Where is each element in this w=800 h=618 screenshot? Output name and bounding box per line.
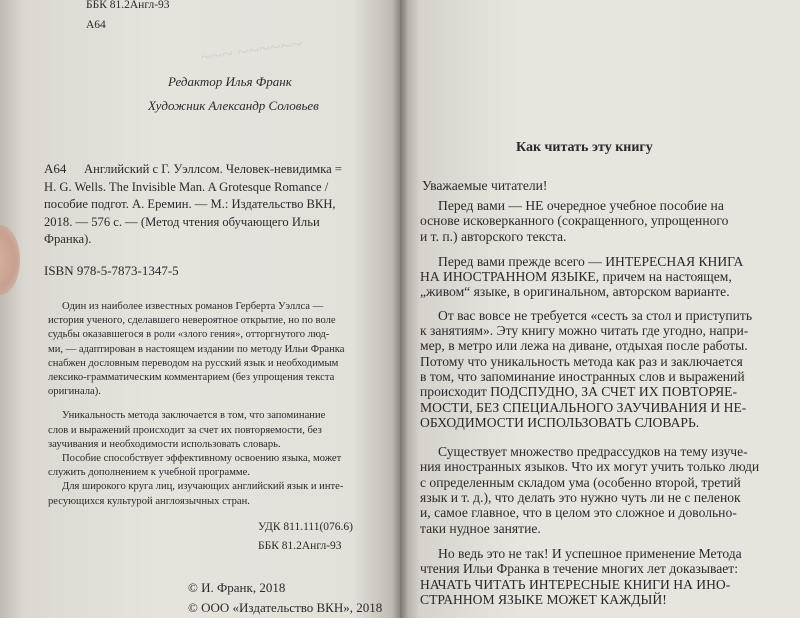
section-heading: Как читать эту книгу [516, 140, 653, 155]
body-line: От вас вовсе не требуется «сесть за стол и приступить [438, 307, 753, 323]
body-line: ОБХОДИМОСТИ ИСПОЛЬЗОВАТЬ СЛОВАРЬ. [420, 414, 700, 430]
body-line: основе исковерканного (сокращенного, упрощенного [420, 213, 729, 229]
copyright-publisher: © ООО «Издательство ВКН», 2018 [188, 600, 383, 615]
abstract-line: судьбы оказавшегося в роли «злого гения», отторгнутого люд- [48, 329, 330, 341]
body-line: МОСТИ, БЕЗ СПЕЦИАЛЬНОГО ЗАУЧИВАНИЯ И НЕ- [420, 399, 747, 415]
biblio-code: А64 [44, 161, 67, 176]
body-line: СТРАННОМ ЯЗЫКЕ МОЖЕТ КАЖДЫЙ! [420, 591, 667, 607]
body-line: Существует множество предрассудков на тему изуче- [438, 444, 748, 460]
book-gutter [392, 0, 408, 618]
body-line: и, самое главное, что в целом это сложное и довольно- [420, 505, 737, 521]
body-line: НАЧАТЬ ЧИТАТЬ ИНТЕРЕСНЫЕ КНИГИ НА ИНО- [420, 576, 731, 592]
abstract-line: история ученого, сделавшего невероятное открытие, но по воле [48, 315, 336, 327]
top-code: А64 [86, 19, 106, 31]
right-page [400, 0, 800, 618]
body-line: к занятиям». Эту книгу можно читать где угодно, напри- [420, 323, 749, 339]
copyright-author: © И. Франк, 2018 [188, 580, 286, 595]
biblio-line: Франка). [44, 232, 92, 246]
abstract-line: ми, — адаптирован в настоящем издании по методу Ильи Франка [48, 343, 345, 355]
bleed-through-text: ~~~ ~~~~~~ [198, 32, 304, 70]
abstract-line: Уникальность метода заключается в том, что запоминание [62, 410, 326, 422]
body-line: мер, в метро или лежа на диване, отдыхая после работы. [420, 338, 748, 354]
body-line: НА ИНОСТРАННОМ ЯЗЫКЕ, причем на настоящем, [420, 269, 732, 285]
udk: УДК 811.111(076.6) [258, 521, 353, 533]
biblio-line: Английский с Г. Уэллсом. Человек-невидимка = [84, 162, 342, 176]
bbk: ББК 81.2Англ-93 [258, 540, 342, 552]
body-line: и т. п.) авторского текста. [420, 228, 567, 244]
body-text [420, 198, 785, 607]
abstract-line: служить дополнением к учебной программе. [48, 467, 250, 479]
biblio-line: пособие подгот. А. Еремин. — М.: Издательство ВКН, [44, 197, 336, 211]
top-bbk: ББК 81.2Англ-93 [86, 0, 170, 11]
body-line: в том, что запоминание иностранных слов и выражений [420, 368, 745, 384]
body-line: ния иностранных языков. Что их могут учить только люди [420, 459, 760, 475]
abstract-line: Для широкого круга лиц, изучающих английский язык и инте- [62, 481, 344, 493]
body-line: с определенным складом ума (особенно второй, третий [420, 474, 741, 490]
body-line: „живом“ языке, в оригинальном, авторском варианте. [420, 284, 730, 300]
body-line: чтения Ильи Франка в течение многих лет доказывает: [420, 561, 739, 577]
body-line: Перед вами прежде всего — ИНТЕРЕСНАЯ КНИГА [438, 253, 744, 269]
artist-credit: Художник Александр Соловьев [148, 98, 319, 113]
body-line: Потому что уникальность метода как раз и заключается [420, 353, 743, 369]
abstract-line: лексико-грамматическим комментарием (без упрощения текста [48, 372, 335, 384]
body-line: происходит ПОДСПУДНО, ЗА СЧЕТ ИХ ПОВТОРЯЕ- [420, 384, 737, 400]
abstract-line: заучивания и необходимости использовать словарь. [48, 438, 281, 450]
editor-credit: Редактор Илья Франк [168, 74, 292, 89]
biblio-line: 2018. — 576 с. — (Метод чтения обучающего Ильи [44, 214, 320, 229]
finger [0, 225, 20, 295]
body-line: язык и т. д.), что делать это нужно чуть ли не с пеленок [420, 490, 741, 506]
biblio-line: H. G. Wells. The Invisible Man. A Grotesque Romance / [44, 179, 329, 194]
body-line: таки нудное занятие. [420, 520, 541, 536]
abstract-line: Пособие способствует эффективному освоению языка, может [62, 453, 342, 465]
body-line: Перед вами — НЕ очередное учебное пособие на [438, 198, 724, 213]
isbn: ISBN 978-5-7873-1347-5 [44, 263, 179, 278]
abstract [48, 300, 344, 509]
abstract-line: снабжен дословным переводом на русский язык и необходимым [48, 357, 339, 369]
abstract-line: слов и выражений происходит за счет их повторяемости, без [48, 424, 322, 436]
abstract-line: ресующихся культурой англоязычных стран. [48, 495, 250, 507]
abstract-line: Один из наиболее известных романов Герберта Уэллса — [62, 301, 324, 312]
body-line: Но ведь это не так! И успешное применение Метода [438, 545, 742, 561]
greeting: Уважаемые читатели! [422, 178, 548, 193]
abstract-line: оригинала). [48, 386, 101, 398]
